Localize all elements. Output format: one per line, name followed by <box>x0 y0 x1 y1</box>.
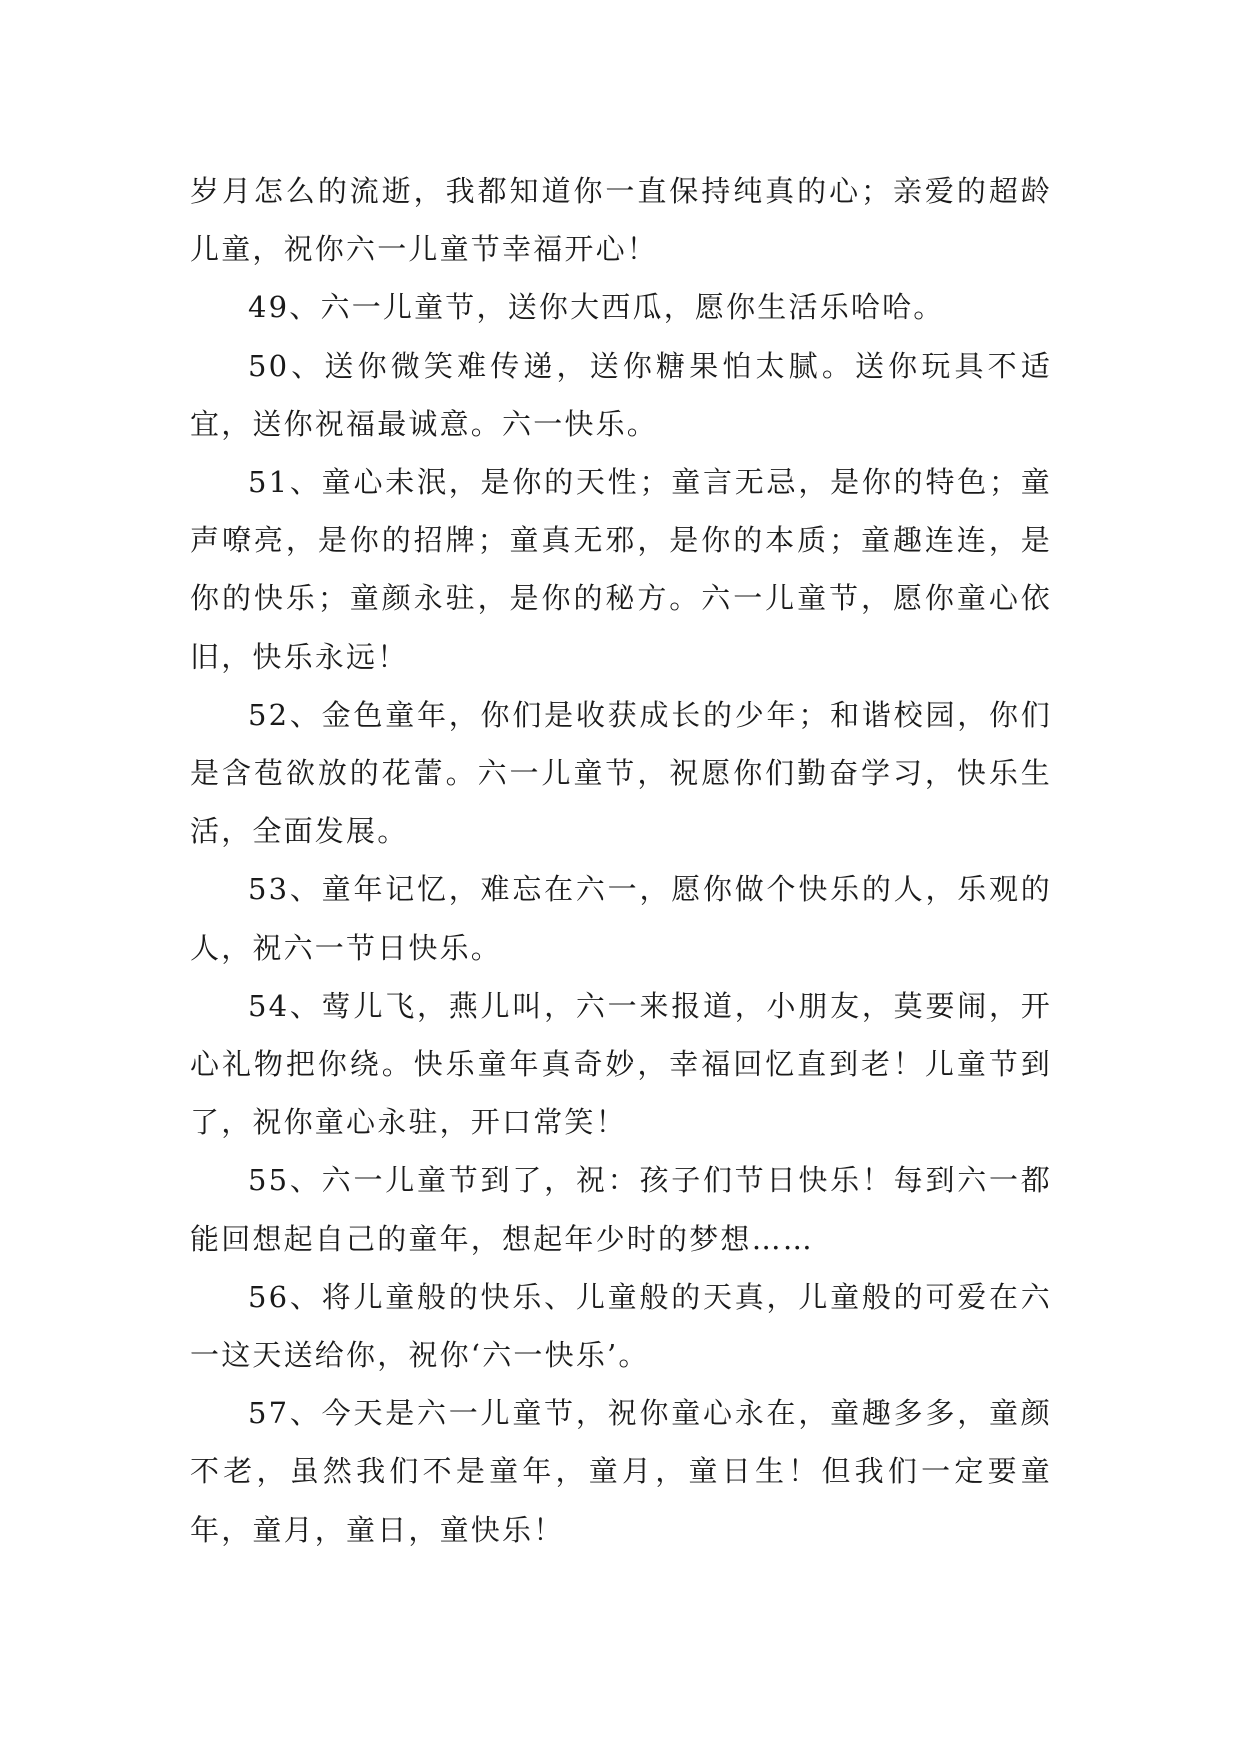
paragraph-54: 54、莺儿飞，燕儿叫，六一来报道，小朋友，莫要闹，开心礼物把你绕。快乐童年真奇妙，幸福回忆直到老！儿童节到了，祝你童心永驻，开口常笑！ <box>190 988 1052 1140</box>
paragraph-51: 51、童心未泯，是你的天性；童言无忌，是你的特色；童声嘹亮，是你的招牌；童真无邪，是你的本质；童趣连连，是你的快乐；童颜永驻，是你的秘方。六一儿童节，愿你童心依旧，快乐永远！ <box>190 465 1052 674</box>
paragraph-56: 56、将儿童般的快乐、儿童般的天真，儿童般的可爱在六一这天送给你，祝你‘六一快乐’。 <box>190 1279 1052 1373</box>
paragraph-50: 50、送你微笑难传递，送你糖果怕太腻。送你玩具不适宜，送你祝福最诚意。六一快乐。 <box>190 348 1052 441</box>
paragraph-49: 49、六一儿童节，送你大西瓜，愿你生活乐哈哈。 <box>248 290 945 325</box>
paragraph-52: 52、金色童年，你们是收获成长的少年；和谐校园，你们是含苞欲放的花蕾。六一儿童节，祝愿你们勤奋学习，快乐生活，全面发展。 <box>190 697 1052 849</box>
paragraph-57: 57、今天是六一儿童节，祝你童心永在，童趣多多，童颜不老，虽然我们不是童年，童月，童日生！但我们一定要童年，童月，童日，童快乐！ <box>190 1396 1052 1547</box>
paragraph-53: 53、童年记忆，难忘在六一，愿你做个快乐的人，乐观的人，祝六一节日快乐。 <box>190 872 1052 965</box>
paragraph-55: 55、六一儿童节到了，祝：孩子们节日快乐！每到六一都能回想起自己的童年，想起年少时的梦想…… <box>190 1163 1052 1256</box>
document-body <box>190 162 1052 1559</box>
paragraph-continued: 岁月怎么的流逝，我都知道你一直保持纯真的心；亲爱的超龄儿童，祝你六一儿童节幸福开心！ <box>190 174 1052 267</box>
